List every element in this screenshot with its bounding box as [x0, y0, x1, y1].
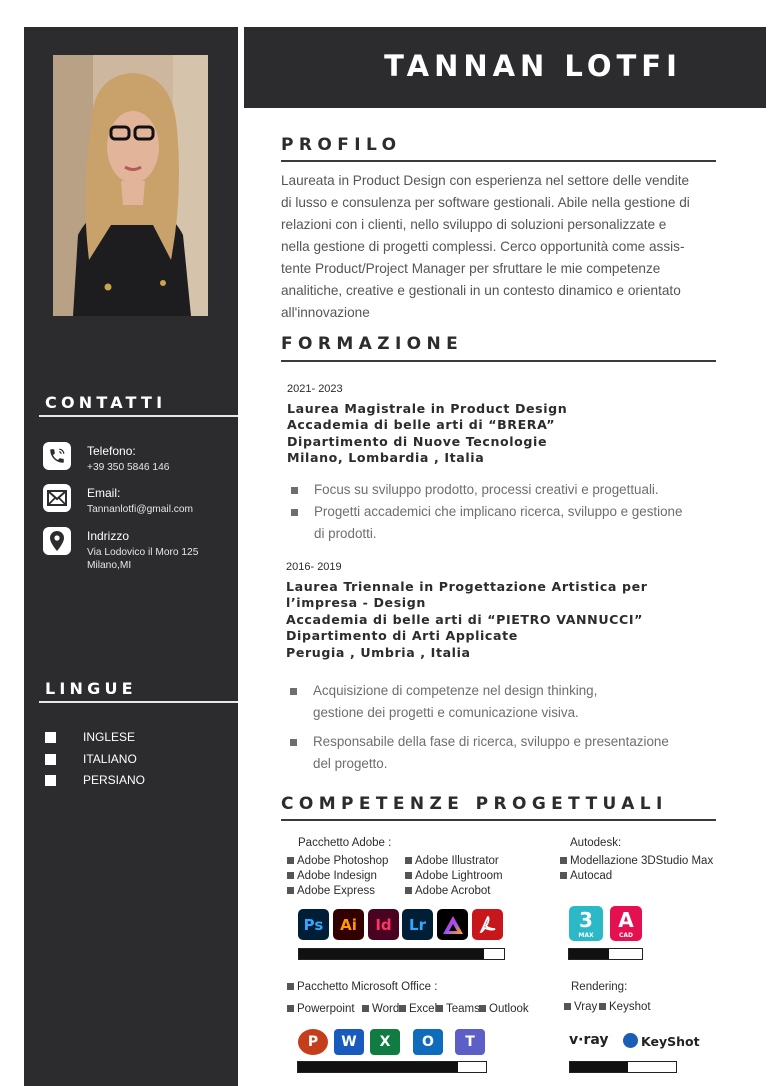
phone-label: Telefono:: [87, 444, 136, 458]
skill-item: Modellazione 3DStudio Max: [560, 855, 713, 867]
address-label: Indrizzo: [87, 529, 130, 543]
skill-item: Adobe Indesign: [287, 870, 377, 882]
profile-line: Laureata in Product Design con esperienza nel settore delle vendite: [281, 173, 690, 188]
bullet-square-icon: [291, 487, 298, 494]
autodesk-heading: Autodesk:: [570, 837, 622, 849]
autodesk-skill-bar: [568, 948, 643, 960]
profile-line: all'innovazione: [281, 305, 370, 320]
profile-text: [281, 170, 716, 324]
skill-bar-fill: [569, 949, 609, 959]
skill-item: Adobe Photoshop: [287, 855, 388, 867]
bullet-square-icon: [291, 509, 298, 516]
education-divider: [281, 360, 716, 362]
profile-line: relazioni con i clienti, nello sviluppo di soluzioni personalizzate e: [281, 217, 667, 232]
sidebar: [24, 27, 238, 1086]
vray-logo: v·ray: [569, 1032, 609, 1048]
education-degree: [287, 401, 567, 467]
bullet-text: Progetti accademici che implicano ricerca, sviluppo e gestione: [314, 504, 683, 519]
profile-heading: PROFILO: [281, 135, 402, 155]
photoshop-icon: Ps: [298, 909, 329, 940]
email-value[interactable]: Tannanlotfi@gmail.com: [87, 504, 194, 515]
profile-line: di lusso e consulenza per software gestionali. Abile nella gestione di: [281, 195, 690, 210]
skill-bar-fill: [298, 1062, 458, 1072]
person-name: TANNAN LOTFI: [384, 49, 682, 83]
keyshot-icon: [623, 1033, 638, 1048]
degree-line: Dipartimento di Arti Applicate: [286, 628, 518, 644]
education-years: 2016- 2019: [286, 561, 342, 573]
skills-heading: COMPETENZE PROGETTUALI: [281, 794, 668, 814]
profile-line: nella gestione di progetti complessi. Cerco opportunità come assis-: [281, 239, 685, 254]
education-years: 2021- 2023: [287, 383, 343, 395]
location-pin-icon: [43, 527, 71, 555]
address-line: Milano,MI: [87, 560, 132, 571]
degree-line: Accademia di belle arti di “BRERA”: [287, 417, 556, 433]
language-label: ITALIANO: [83, 752, 137, 766]
profile-line: analitiche, creative e gestionali in un contesto dinamico e orientato: [281, 283, 681, 298]
adobe-skill-bar: [298, 948, 505, 960]
rendering-heading: Rendering:: [571, 981, 628, 993]
powerpoint-icon: P: [298, 1029, 328, 1055]
checkbox-square-icon: [45, 754, 56, 765]
bullet-text: del progetto.: [313, 756, 388, 771]
adobe-heading: Pacchetto Adobe :: [298, 837, 392, 849]
skill-item: Word: [362, 1003, 399, 1015]
office-skill-bar: [297, 1061, 487, 1073]
skill-item: Keyshot: [599, 1001, 651, 1013]
profile-divider: [281, 160, 716, 162]
autocad-icon: [610, 906, 642, 941]
bullet-text: gestione dei progetti e comunicazione visiva.: [313, 705, 579, 720]
checkbox-square-icon: [45, 732, 56, 743]
skill-bar-fill: [299, 949, 484, 959]
skill-item: Powerpoint: [287, 1003, 355, 1015]
email-label: Email:: [87, 486, 121, 500]
illustrator-icon: Ai: [333, 909, 364, 940]
lightroom-icon: Lr: [402, 909, 433, 940]
contacts-heading: CONTATTI: [45, 393, 167, 412]
rendering-skill-bar: [569, 1061, 677, 1073]
skill-item: Outlook: [479, 1003, 529, 1015]
bullet-text: Responsabile della fase di ricerca, sviluppo e presentazione: [313, 734, 669, 749]
education-heading: FORMAZIONE: [281, 334, 464, 354]
skill-item: Adobe Express: [287, 885, 375, 897]
address-line: Via Lodovico il Moro 125: [87, 547, 199, 558]
phone-value[interactable]: +39 350 5846 146: [87, 462, 170, 473]
3ds-max-logo-sub: MAX: [578, 932, 594, 939]
profile-photo: [53, 55, 208, 316]
language-label: PERSIANO: [83, 773, 146, 787]
degree-line: l’impresa - Design: [286, 595, 426, 611]
language-label: INGLESE: [83, 730, 136, 744]
phone-icon: [43, 442, 71, 470]
skill-bar-fill: [570, 1062, 628, 1072]
bullet-text: di prodotti.: [314, 526, 377, 541]
mail-icon: [43, 484, 71, 512]
skill-item: Teams: [436, 1003, 480, 1015]
degree-line: Perugia , Umbria , Italia: [286, 644, 471, 660]
3ds-max-icon: [569, 906, 603, 941]
adobe-express-icon: [437, 909, 468, 940]
word-icon: W: [334, 1029, 364, 1055]
skill-item: Adobe Acrobot: [405, 885, 490, 897]
skill-item: Excel: [399, 1003, 437, 1015]
bullet-square-icon: [290, 739, 297, 746]
keyshot-logo: KeyShot: [641, 1034, 700, 1049]
bullet-text: Focus su sviluppo prodotto, processi creativi e progettuali.: [314, 482, 659, 497]
skill-item: Adobe Lightroom: [405, 870, 503, 882]
education-degree: [286, 579, 648, 661]
skill-item: Vray: [564, 1001, 597, 1013]
degree-line: Laurea Triennale in Progettazione Artistica per: [286, 579, 648, 594]
bullet-square-icon: [290, 688, 297, 695]
indesign-icon: Id: [368, 909, 399, 940]
excel-icon: X: [370, 1029, 400, 1055]
degree-line: Dipartimento di Nuove Tecnologie: [287, 433, 548, 449]
degree-line: Accademia di belle arti di “PIETRO VANNUCCI”: [286, 611, 643, 627]
languages-divider: [39, 701, 238, 703]
skills-divider: [281, 819, 716, 821]
outlook-icon: O: [413, 1029, 443, 1055]
profile-line: tente Product/Project Manager per sfruttare le mie competenze: [281, 261, 661, 276]
skill-item: Adobe Illustrator: [405, 855, 499, 867]
degree-line: Laurea Magistrale in Product Design: [287, 401, 568, 416]
checkbox-square-icon: [45, 775, 56, 786]
contacts-divider: [39, 415, 238, 417]
address-value: [87, 546, 198, 572]
teams-icon: T: [455, 1029, 485, 1055]
languages-heading: LINGUE: [45, 679, 137, 698]
skill-item: Autocad: [560, 870, 612, 882]
office-heading: Pacchetto Microsoft Office :: [287, 981, 437, 993]
3ds-max-logo-text: 3: [579, 908, 593, 932]
autocad-logo-sub: CAD: [618, 932, 634, 939]
header-banner: [244, 27, 766, 108]
bullet-text: Acquisizione di competenze nel design thinking,: [313, 683, 598, 698]
degree-line: Milano, Lombardia , Italia: [287, 450, 485, 466]
autocad-logo-text: A: [618, 908, 634, 932]
acrobat-icon: [472, 909, 503, 940]
